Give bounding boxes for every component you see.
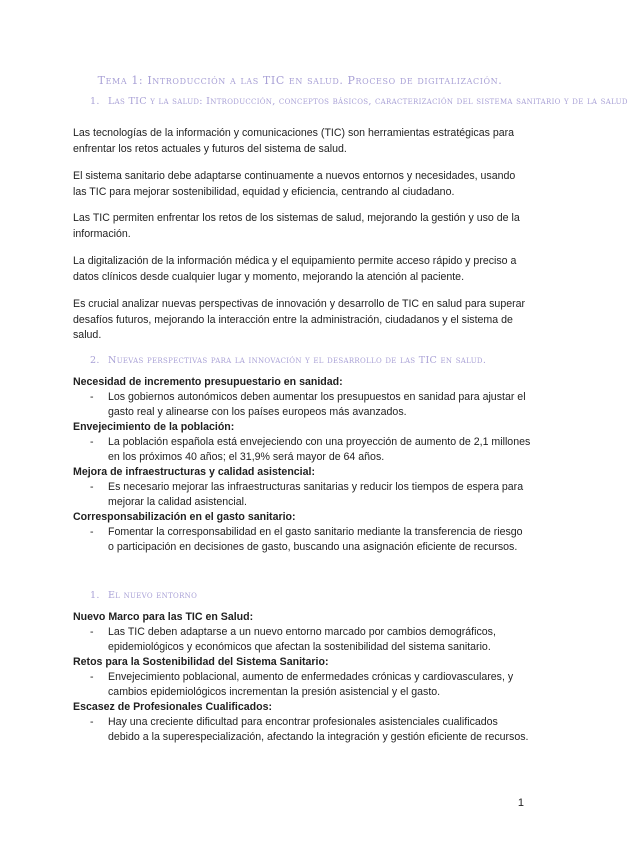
section-heading-1 — [90, 96, 628, 107]
dash-bullet-icon: - — [90, 626, 94, 638]
paragraph: Las TIC permiten enfrentar los retos de los sistemas de salud, mejorando la gestión y uso de la información. — [73, 212, 520, 240]
bullet-text: Envejecimiento poblacional, aumento de enfermedades crónicas y cardiovasculares, y cambios epidemiológicos incrementan la presión asistencial y el gasto. — [108, 671, 514, 698]
section-number: 1. — [90, 96, 100, 107]
perspectives-list — [73, 375, 531, 555]
item-heading: Escasez de Profesionales Cualificados: — [73, 701, 273, 713]
bullet-text: Es necesario mejorar las infraestructuras sanitarias y reducir los tiempos de espera para mejorar la calidad asistencial. — [108, 481, 524, 508]
dash-bullet-icon: - — [90, 436, 94, 448]
item-heading: Corresponsabilización en el gasto sanitario: — [73, 511, 296, 523]
bullet-item — [73, 435, 531, 465]
bullet-item — [73, 525, 531, 555]
bullet-text: La población española está envejeciendo con una proyección de aumento de 2,1 millones en los próximos 40 años; el 31,9% será mayor de 64 años. — [108, 436, 531, 463]
item-heading: Retos para la Sostenibilidad del Sistema Sanitario: — [73, 656, 329, 668]
section-heading-3 — [90, 590, 540, 601]
paragraph: La digitalización de la información médica y el equipamiento permite acceso rápido y preciso a datos clínicos desde cualquier lugar y momento, mejorando la atención al paciente. — [73, 255, 517, 283]
section-title: Las TIC y la salud: Introducción, conceptos básicos, caracterización del sistema sanitario y de la salud — [108, 96, 628, 107]
paragraph: El sistema sanitario debe adaptarse continuamente a nuevos entornos y necesidades, usando las TIC para mejorar sostenibilidad, equidad y eficiencia, centrando al ciudadano. — [73, 170, 516, 198]
section-number: 2. — [90, 355, 100, 366]
item-heading: Mejora de infraestructuras y calidad asistencial: — [73, 466, 315, 478]
page-number: 1 — [517, 797, 524, 809]
dash-bullet-icon: - — [90, 671, 94, 683]
paragraph: Las tecnologías de la información y comunicaciones (TIC) son herramientas estratégicas para enfrentar los retos actuales y futuros del sistema de salud. — [73, 127, 515, 155]
item-heading: Nuevo Marco para las TIC en Salud: — [73, 611, 254, 623]
dash-bullet-icon: - — [90, 391, 94, 403]
bullet-item — [73, 625, 531, 655]
dash-bullet-icon: - — [90, 526, 94, 538]
dash-bullet-icon: - — [90, 481, 94, 493]
section-heading-2 — [90, 355, 540, 366]
entorno-list — [73, 610, 531, 745]
bullet-text: Las TIC deben adaptarse a un nuevo entorno marcado por cambios demográficos, epidemiológicos y económicos que afectan la sostenibilidad del sistema sanitario. — [108, 626, 496, 653]
bullet-item — [73, 715, 531, 745]
bullet-item — [73, 480, 531, 510]
section-title: El nuevo entorno — [108, 590, 198, 601]
item-heading: Necesidad de incremento presupuestario en sanidad: — [73, 376, 343, 388]
bullet-text: Fomentar la corresponsabilidad en el gasto sanitario mediante la transferencia de riesgo o participación en decisiones de gasto, buscando una asignación eficiente de recursos. — [108, 526, 523, 553]
bullet-item — [73, 390, 531, 420]
item-heading: Envejecimiento de la población: — [73, 421, 235, 433]
bullet-text: Hay una creciente dificultad para encontrar profesionales asistenciales cualificados debido a la superespecialización, afectando la integración y gestión eficiente de recursos. — [108, 716, 529, 743]
section-number: 1. — [90, 590, 100, 601]
document-title: Tema 1: Introducción a las TIC en salud. Proceso de digitalización. — [97, 74, 503, 87]
dash-bullet-icon: - — [90, 716, 94, 728]
section-title: Nuevas perspectivas para la innovación y el desarrollo de las TIC en salud. — [108, 355, 487, 366]
bullet-text: Los gobiernos autonómicos deben aumentar los presupuestos en sanidad para ajustar el gasto real y alinearse con los países europeos más avanzados. — [108, 391, 526, 418]
bullet-item — [73, 670, 531, 700]
paragraph: Es crucial analizar nuevas perspectivas de innovación y desarrollo de TIC en salud para superar desafíos futuros, mejorando la interacción entre la administración, ciudadanos y el sistema de salud. — [73, 298, 526, 342]
